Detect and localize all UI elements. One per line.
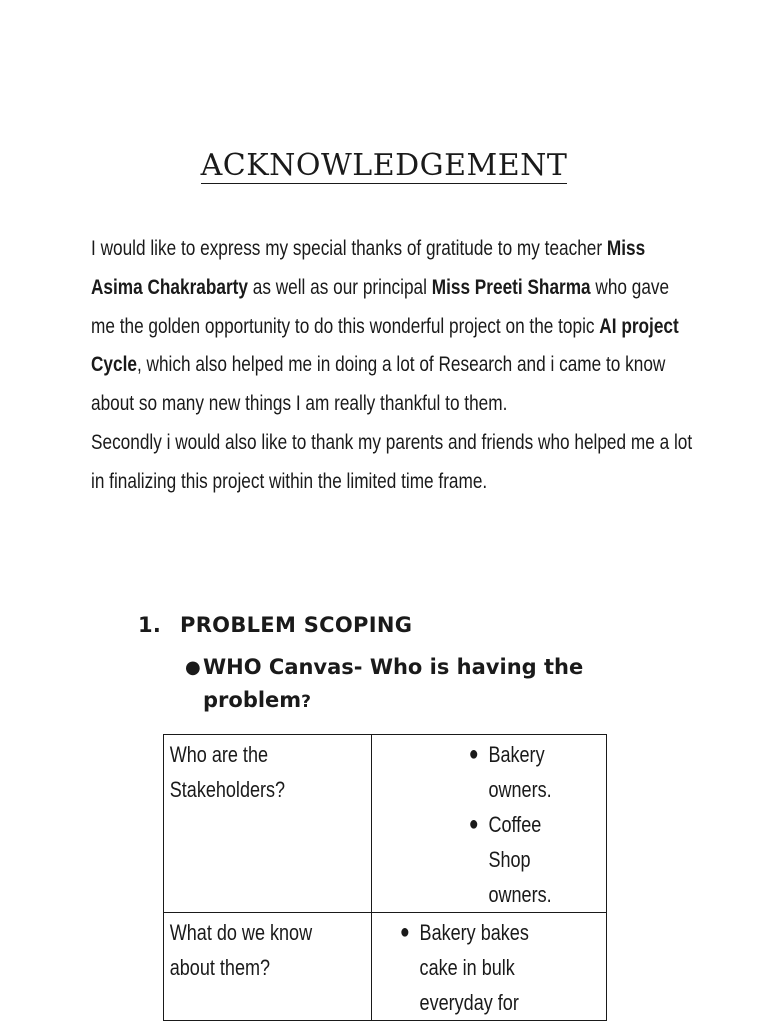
answer-text: Bakery bakes cake in bulk everyday for	[419, 920, 529, 1015]
table-row	[164, 913, 607, 1021]
answer-list	[400, 915, 564, 1020]
who-canvas-question-mark: ?	[301, 692, 312, 712]
who-canvas-table	[163, 734, 607, 1021]
list-item	[469, 807, 564, 912]
answer-text: Coffee Shop owners.	[488, 812, 552, 907]
list-item	[469, 737, 564, 807]
section-number: 1.	[138, 613, 162, 637]
bullet-icon: ●	[399, 921, 410, 943]
answer-cell	[372, 735, 607, 913]
answer-text: Bakery owners.	[488, 742, 552, 802]
question-text: What do we know about them?	[169, 920, 313, 980]
teacher-name: Miss Asima Chakrabarty	[91, 237, 646, 299]
acknowledgement-body	[91, 230, 694, 502]
acknowledgement-paragraph-2: Secondly i would also like to thank my parents and friends who helped me a lot in finalizing this project within the limited time frame.	[91, 430, 693, 493]
acknowledgement-paragraph-1	[91, 230, 694, 424]
question-text: Who are the Stakeholders?	[169, 742, 286, 802]
question-cell	[164, 735, 372, 913]
ack-text-part: I would like to express my special thanks of gratitude to my teacher	[91, 237, 607, 260]
question-cell	[164, 913, 372, 1021]
ack-text-part: as well as our principal	[247, 275, 432, 299]
who-canvas-heading-text	[203, 651, 665, 719]
table-row	[164, 735, 607, 913]
bullet-icon: ●	[468, 743, 479, 765]
principal-name: Miss Preeti Sharma	[431, 275, 591, 299]
ack-text-part: , which also helped me in doing a lot of Research and i came to know about so many new things I am really thankful to them.	[91, 353, 666, 416]
list-item	[400, 915, 564, 1020]
bullet-icon: ●	[185, 657, 201, 678]
bullet-icon: ●	[468, 813, 479, 835]
page-title	[0, 148, 768, 184]
who-canvas-heading	[185, 651, 665, 719]
project-topic: AI project Cycle	[91, 314, 679, 377]
section-heading-problem-scoping	[138, 610, 412, 640]
section-title: PROBLEM SCOPING	[180, 613, 413, 637]
who-canvas-title: WHO Canvas- Who is having the problem	[203, 655, 584, 712]
ack-text-part: who gave me the golden opportunity to do this wonderful project on the topic	[91, 275, 670, 338]
answer-list	[469, 737, 564, 912]
answer-cell	[372, 913, 607, 1021]
title-text: ACKNOWLEDGEMENT	[200, 148, 568, 183]
